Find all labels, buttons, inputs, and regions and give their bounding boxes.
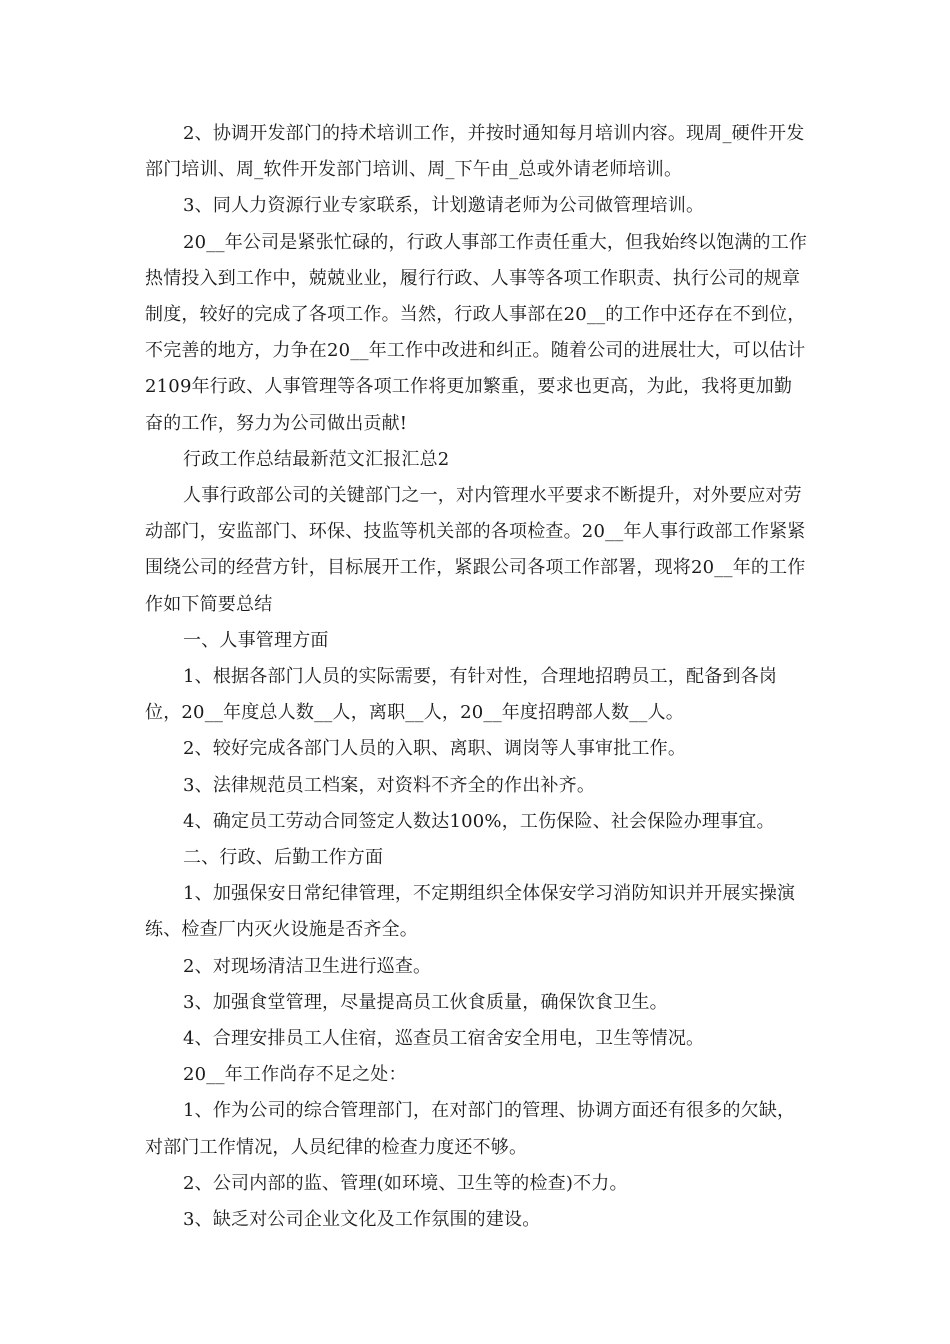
list-item-recruitment: 1、根据各部门人员的实际需要，有针对性，合理地招聘员工，配备到各岗位，20__年度总人数__人，离职__人，20__年度招聘部人数__人。 (145, 666, 778, 724)
section-heading-summary-2: 行政工作总结最新范文汇报汇总2 (183, 448, 450, 470)
list-item-security: 1、加强保安日常纪律管理，不定期组织全体保安学习消防知识并开展实操演练、检查厂内灭火设施是否齐全。 (145, 883, 796, 941)
list-item-shortcoming-inspection: 2、公司内部的监、管理(如环境、卫生等的检查)不力。 (183, 1172, 628, 1194)
heading-admin-logistics: 二、行政、后勤工作方面 (183, 847, 384, 869)
list-item-archives: 3、法律规范员工档案，对资料不齐全的作出补齐。 (183, 774, 596, 796)
list-item-dormitory: 4、合理安排员工人住宿，巡查员工宿舍安全用电，卫生等情况。 (183, 1028, 705, 1050)
paragraph-expert-contact: 3、同人力资源行业专家联系，计划邀请老师为公司做管理培训。 (183, 195, 705, 217)
list-item-canteen: 3、加强食堂管理，尽量提高员工伙食质量，确保饮食卫生。 (183, 991, 668, 1013)
list-item-contracts: 4、确定员工劳动合同签定人数达100%，工伤保险、社会保险办理事宜。 (183, 810, 775, 832)
heading-personnel-management: 一、人事管理方面 (183, 629, 329, 651)
list-item-cleaning: 2、对现场清洁卫生进行巡查。 (183, 955, 432, 977)
list-item-approval: 2、较好完成各部门人员的入职、离职、调岗等人事审批工作。 (183, 738, 687, 760)
paragraph-department-intro: 人事行政部公司的关键部门之一，对内管理水平要求不断提升，对外要应对劳动部门，安监部门、环保、技监等机关部的各项检查。20__年人事行政部工作紧紧围绕公司的经营方针，目标展开工作，紧跟公司各项工作部署，现将20__年的工作作如下简要总结 (145, 485, 806, 615)
paragraph-annual-summary: 20__年公司是紧张忙碌的，行政人事部工作责任重大，但我始终以饱满的工作热情投入到工作中，兢兢业业，履行行政、人事等各项工作职责、执行公司的规章制度，较好的完成了各项工作。当然，行政人事部在20__的工作中还存在不到位，不完善的地方，力争在20__年工作中改进和纠正。随着公司的进展壮大，可以估计2109年行政、人事管理等各项工作将更加繁重，要求也更高，为此，我将更加勤奋的工作，努力为公司做出贡献! (145, 231, 808, 434)
document-body (145, 116, 810, 1238)
heading-shortcomings: 20__年工作尚存不足之处： (183, 1064, 407, 1086)
list-item-shortcoming-management: 1、作为公司的综合管理部门，在对部门的管理、协调方面还有很多的欠缺，对部门工作情况，人员纪律的检查力度还不够。 (145, 1100, 796, 1158)
list-item-shortcoming-culture: 3、缺乏对公司企业文化及工作氛围的建设。 (183, 1209, 541, 1231)
paragraph-training-coordination: 2、协调开发部门的持术培训工作，并按时通知每月培训内容。现周_硬件开发部门培训、周_软件开发部门培训、周_下午由_总或外请老师培训。 (145, 123, 805, 181)
